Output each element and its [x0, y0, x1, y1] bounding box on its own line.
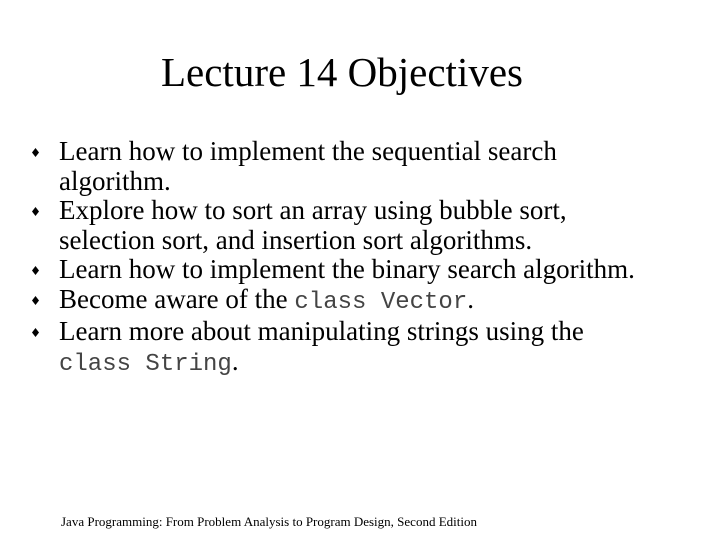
code-class-name: Vector [380, 288, 468, 316]
list-item [32, 196, 702, 255]
bullet-text-continuation: algorithm. [59, 165, 171, 196]
code-keyword: class [294, 288, 367, 316]
diamond-bullet-icon [32, 296, 39, 305]
bullet-text: Learn more about manipulating strings using the [59, 316, 584, 346]
objectives-list [32, 137, 702, 379]
diamond-bullet-icon [32, 266, 39, 275]
diamond-bullet-icon [32, 148, 39, 157]
slide-title: Lecture 14 Objectives [160, 49, 523, 95]
code-class-name: String [145, 350, 232, 378]
bullet-text [59, 285, 702, 318]
bullet-text-continuation: selection sort, and insertion sort algorithms. [59, 224, 533, 255]
slide-footer: Java Programming: From Problem Analysis to Program Design, Second Edition [61, 514, 477, 529]
bullet-text-suffix: . [231, 345, 239, 376]
list-item [32, 137, 702, 196]
list-item [32, 255, 702, 285]
bullet-text-prefix: Become aware of the [59, 283, 295, 314]
diamond-bullet-icon [32, 207, 39, 216]
code-keyword: class [59, 350, 132, 378]
list-item [32, 317, 702, 379]
list-item [32, 285, 702, 318]
bullet-text: Learn how to implement the binary search algorithm. [59, 254, 635, 284]
bullet-text-suffix: . [467, 283, 474, 314]
diamond-bullet-icon [32, 328, 39, 337]
bullet-text-continuation [59, 347, 702, 380]
bullet-text: Explore how to sort an array using bubble sort, [59, 195, 567, 225]
bullet-text: Learn how to implement the sequential search [59, 136, 557, 166]
